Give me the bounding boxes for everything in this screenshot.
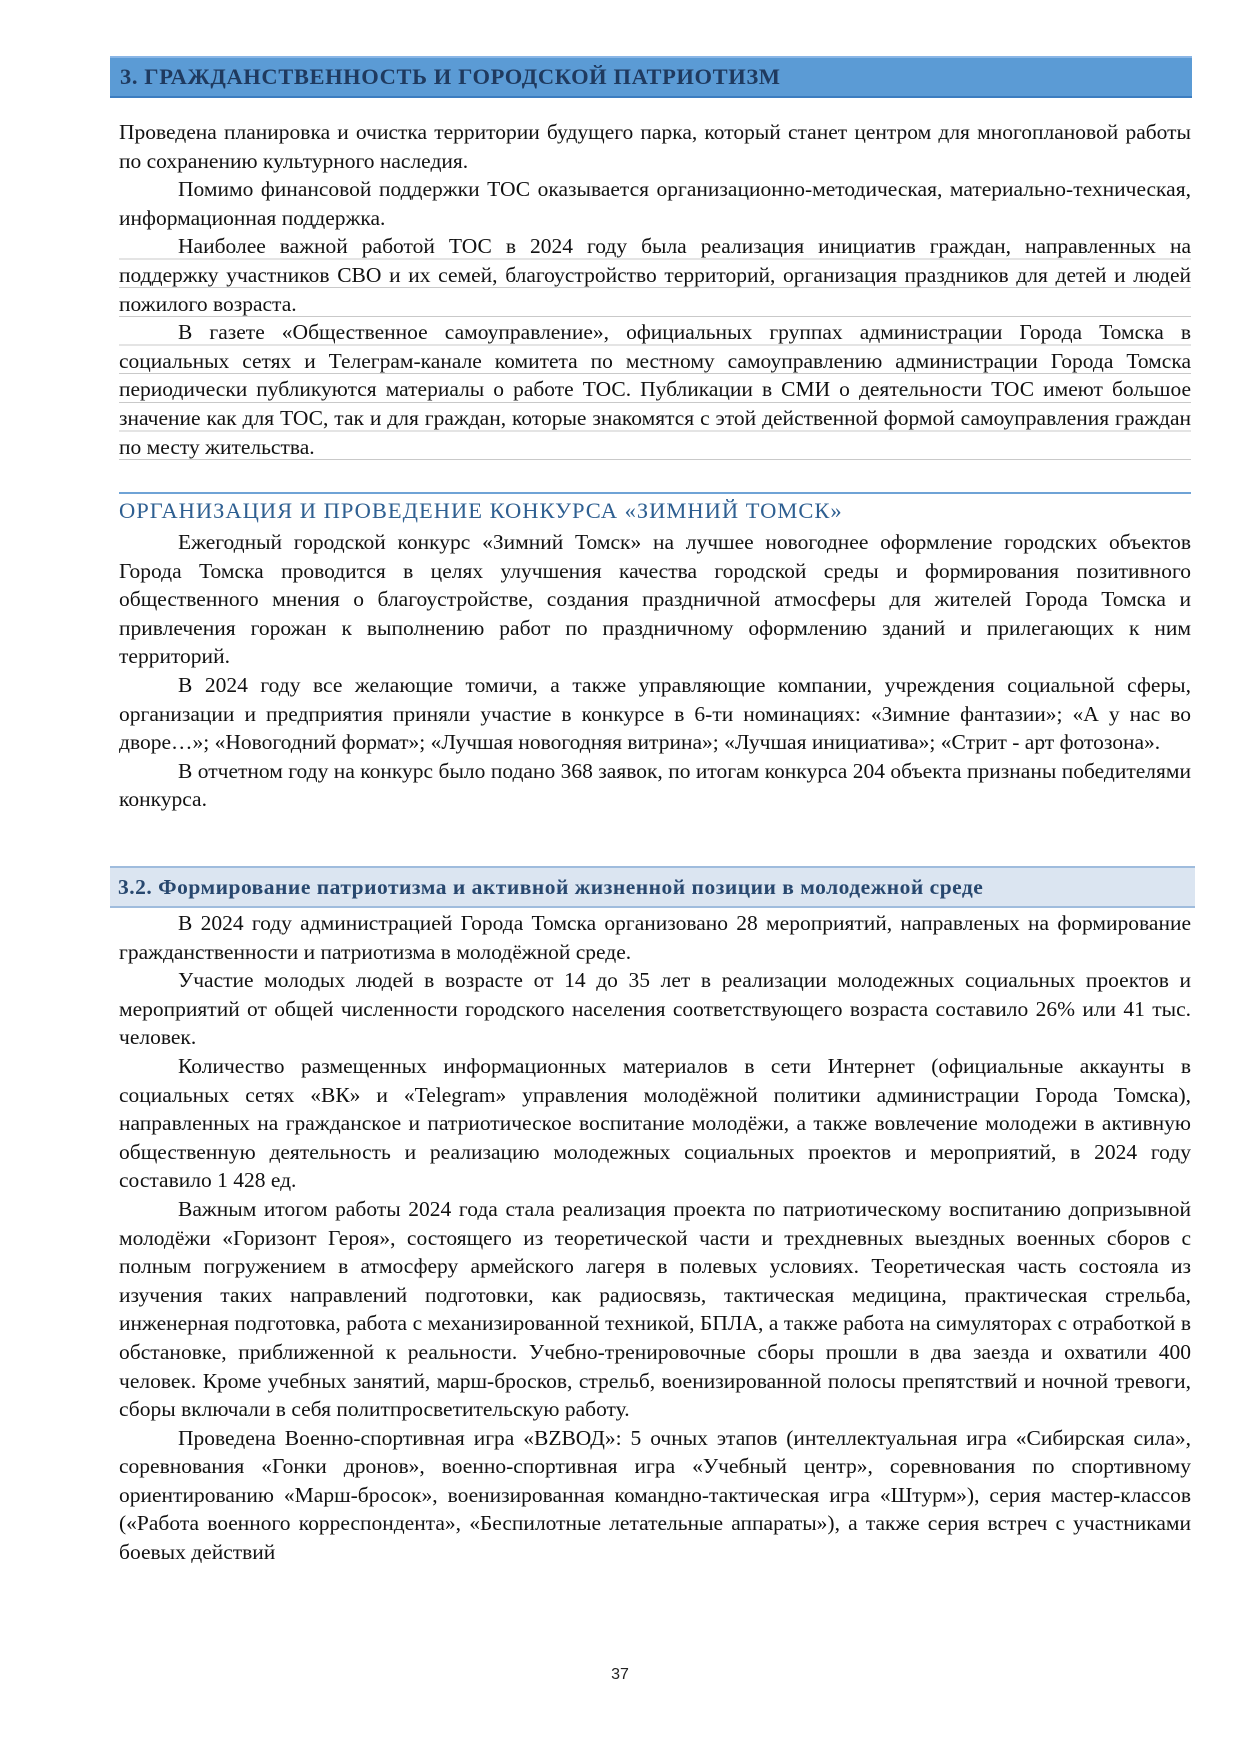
contest-text [119,528,1191,814]
paragraph: В 2024 году администрацией Города Томска организовано 28 мероприятий, направленых на формирование гражданственности и патриотизма в молодёжной среде. [119,911,1191,964]
paragraph: Участие молодых людей в возрасте от 14 до 35 лет в реализации молодежных социальных проектов и мероприятий от общей численности городского населения соответствующего возраста составило 26% или 41 тыс. человек. [119,968,1191,1050]
section-header-banner [110,56,1192,98]
paragraph: Важным итогом работы 2024 года стала реализация проекта по патриотическому воспитанию допризывной молодёжи «Горизонт Героя», состоящего из теоретической части и трехдневных выездных военных сборов с полным погружением в атмосферу армейского лагеря в полевых условиях. Теоретическая часть состояла из изучения таких направлений подготовки, как радиосвязь, тактическая медицина, практическая стрельба, инженерная подготовка, работа с механизированной техникой, БПЛА, а также работа на симуляторах с отработкой в обстановке, приближенной к реальности. Учебно-тренировочные сборы прошли в два заезда и охватили 400 человек. Кроме учебных занятий, марш-бросков, стрельб, военизированной полосы препятствий и ночной тревоги, сборы включали в себя политпросветительскую работу. [119,1196,1191,1422]
paragraph: Проведена планировка и очистка территории будущего парка, который станет центром для многоплановой работы по сохранению культурного наследия. [119,120,1191,173]
page-number: 37 [611,1666,629,1683]
paragraph: Помимо финансовой поддержки ТОС оказывается организационно-методическая, материально-техническая, информационная поддержка. [119,177,1191,230]
paragraph: Наиболее важной работой ТОС в 2024 году была реализация инициатив граждан, направленных на поддержку участников СВО и их семей, благоустройство территорий, организация праздников для детей и людей пожилого возраста. [119,232,1191,318]
paragraph: В 2024 году все желающие томичи, а также управляющие компании, учреждения социальной сферы, организации и предприятия приняли участие в конкурсе в 6-ти номинациях: «Зимние фантазии»; «А у нас во дворе…»; «Новогодний формат»; «Лучшая новогодняя витрина»; «Лучшая инициатива»; «Стрит - арт фотозона». [119,672,1191,755]
subheading-divider [119,492,1191,494]
intro-text [119,118,1191,461]
subsection-header-banner [110,866,1195,908]
paragraph: Ежегодный городской конкурс «Зимний Томск» на лучшее новогоднее оформление городских объектов Города Томска проводится в целях улучшения качества городской среды и формирования позитивного общественного мнения о благоустройстве, создания праздничной атмосферы для жителей Города Томска и привлечения горожан к выполнению работ по праздничному оформлению зданий и прилегающих к ним территорий. [119,530,1191,669]
paragraph: В отчетном году на конкурс было подано 368 заявок, по итогам конкурса 204 объекта признаны победителями конкурса. [119,758,1191,812]
section-title: 3. ГРАЖДАНСТВЕННОСТЬ И ГОРОДСКОЙ ПАТРИОТИЗМ [120,64,781,89]
contest-heading: ОРГАНИЗАЦИЯ И ПРОВЕДЕНИЕ КОНКУРСА «ЗИМНИЙ ТОМСК» [119,498,843,523]
paragraph: В газете «Общественное самоуправление», официальных группах администрации Города Томска в социальных сетях и Телеграм-канале комитета по местному самоуправлению администрации Города Томска периодически публикуются материалы о работе ТОС. Публикации в СМИ о деятельности ТОС имеют большое значение как для ТОС, так и для граждан, которые знакомятся с этой действенной формой самоуправления граждан по месту жительства. [119,318,1191,461]
subsection-text [119,909,1191,1567]
paragraph: Количество размещенных информационных материалов в сети Интернет (официальные аккаунты в социальных сетях «ВК» и «Telegram» управления молодёжной политики администрации Города Томска), направленных на гражданское и патриотическое воспитание молодёжи, а также вовлечение молодежи в активную общественную деятельность и реализацию молодежных социальных проектов и мероприятий, в 2024 году составило 1 428 ед. [119,1053,1191,1193]
paragraph: Проведена Военно-спортивная игра «BZВОД»: 5 очных этапов (интеллектуальная игра «Сибирская сила», соревнования «Гонки дронов», военно-спортивная игра «Учебный центр», соревнования по спортивному ориентированию «Марш-бросок», военизированная командно-тактическая игра «Штурм»), серия мастер-классов («Работа военного корреспондента», «Беспилотные летательные аппараты»), а также серия встреч с участниками боевых действий [119,1425,1191,1565]
subsection-title: 3.2. Формирование патриотизма и активной жизненной позиции в молодежной среде [118,875,984,899]
